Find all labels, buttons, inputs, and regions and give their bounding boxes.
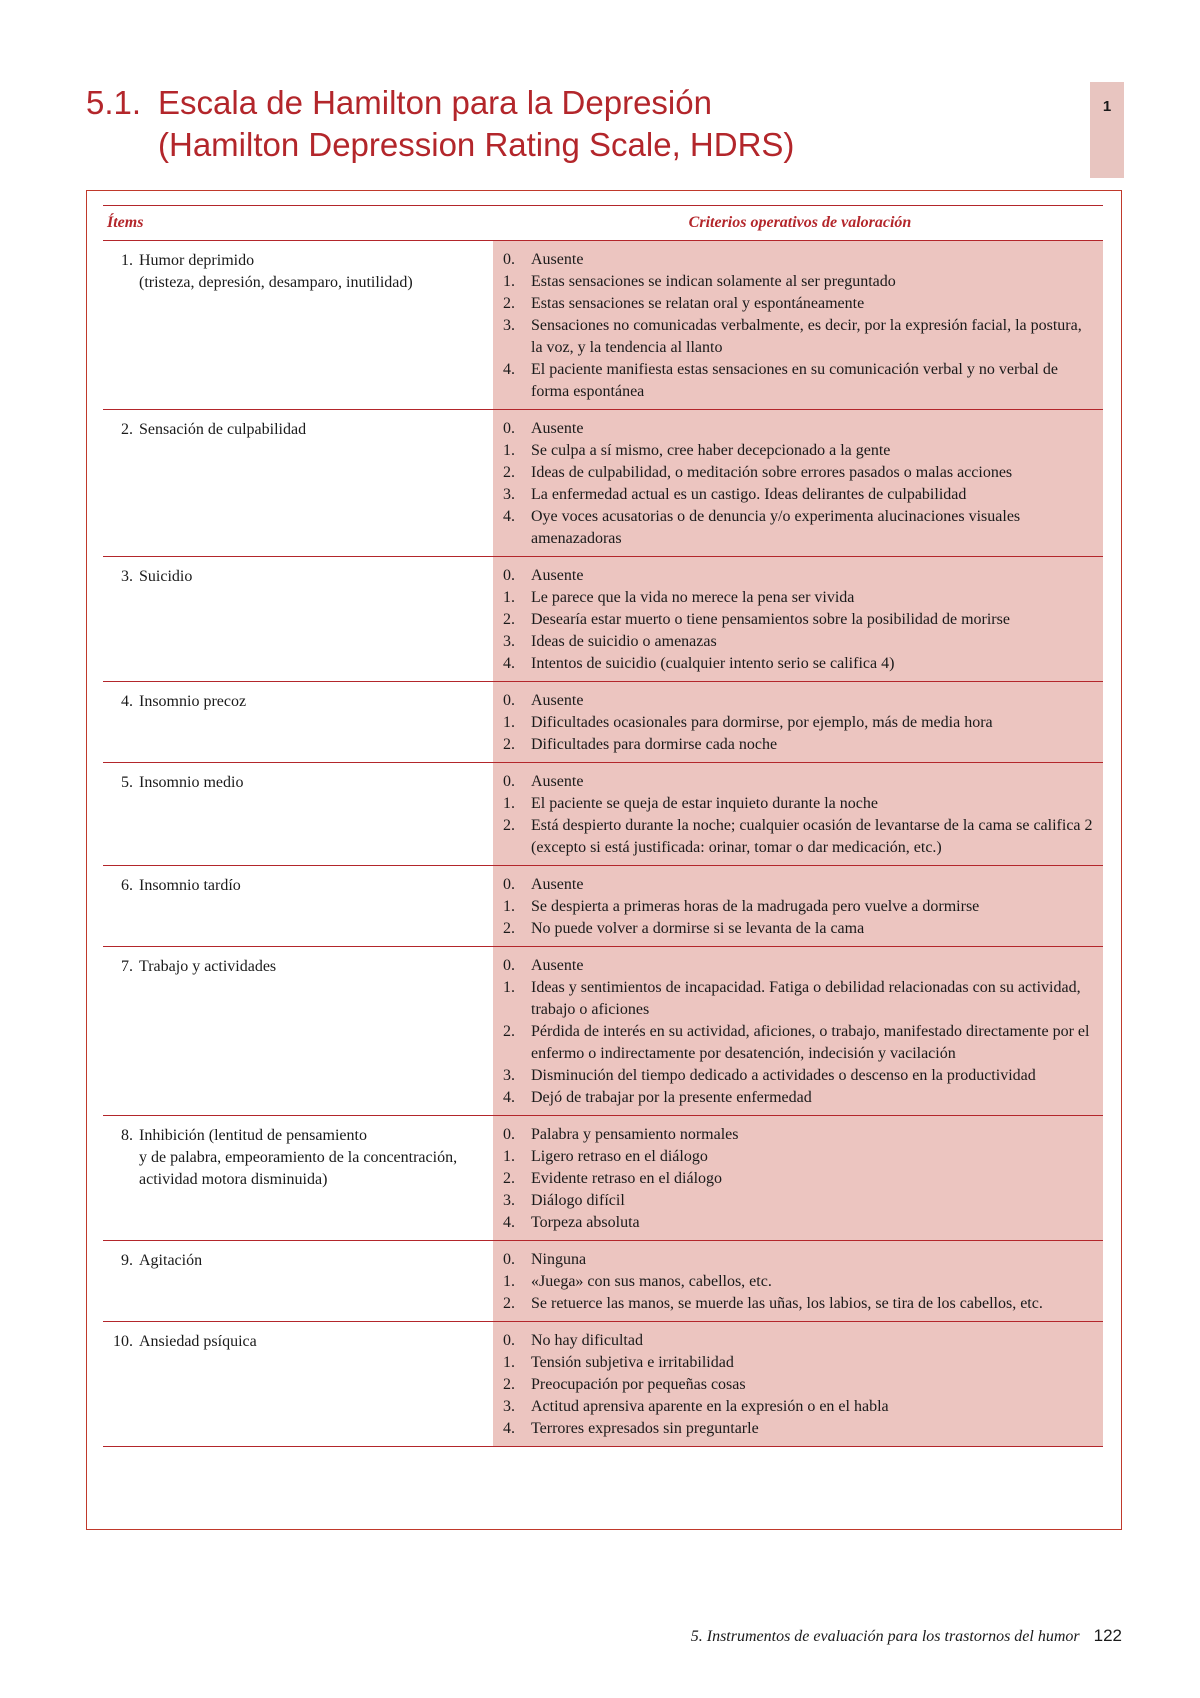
criterion [503,315,1097,359]
criterion-score: 2. [503,611,515,628]
criteria-cell [493,682,1103,762]
criterion-text: Ausente [531,692,584,709]
criterion-score: 4. [503,508,515,525]
item-number: 8. [121,1127,133,1144]
criterion-text: Ausente [531,773,584,790]
item-cell [103,1241,489,1321]
criterion-score: 0. [503,1251,515,1268]
criterion [503,1374,1097,1396]
criterion [503,506,1097,550]
table-row [103,682,1103,763]
criterion [503,1293,1097,1315]
criterion-text: No hay dificultad [531,1332,643,1349]
criterion [503,462,1097,484]
item-number: 3. [121,568,133,585]
criterion [503,1190,1097,1212]
item-label: Inhibición (lentitud de pensamiento [139,1127,367,1144]
criterion-text: Intentos de suicidio (cualquier intento serio se califica 4) [531,655,895,672]
criterion-text: «Juega» con sus manos, cabellos, etc. [531,1273,772,1290]
item-label: Humor deprimido [139,252,255,269]
criterion [503,609,1097,631]
criterion [503,874,1097,896]
criterion [503,690,1097,712]
criterion-text: Preocupación por pequeñas cosas [531,1376,746,1393]
criterion-score: 0. [503,957,515,974]
criterion-score: 0. [503,251,515,268]
criterion-text: El paciente se queja de estar inquieto durante la noche [531,795,878,812]
item-cell [103,557,489,681]
criterion-text: Tensión subjetiva e irritabilidad [531,1354,734,1371]
criterion-score: 1. [503,589,515,606]
criterion [503,587,1097,609]
page-number: 122 [1093,1626,1122,1645]
item-number: 5. [121,774,133,791]
criterion-text: Le parece que la vida no merece la pena ser vivida [531,589,855,606]
criterion-score: 0. [503,567,515,584]
criterion [503,653,1097,675]
criteria-cell [493,410,1103,556]
criterion [503,1087,1097,1109]
criterion-score: 3. [503,1398,515,1415]
criterion-score: 2. [503,1023,515,1040]
criterion-score: 1. [503,795,515,812]
page-footer [600,1626,1122,1646]
table-row [103,557,1103,682]
criterion-score: 4. [503,361,515,378]
criteria-cell [493,1241,1103,1321]
criterion-score: 1. [503,714,515,731]
criterion-score: 4. [503,1089,515,1106]
criterion-score: 0. [503,1332,515,1349]
criterion [503,1065,1097,1087]
item-cell [103,947,489,1115]
criterion [503,1330,1097,1352]
hdrs-table-frame [86,190,1122,1530]
criterion [503,440,1097,462]
criterion [503,955,1097,977]
item-label: Ansiedad psíquica [139,1333,257,1350]
header-criteria: Criterios operativos de valoración [688,214,912,231]
criterion-text: Dificultades ocasionales para dormirse, por ejemplo, más de media hora [531,714,993,731]
table-row [103,410,1103,557]
criterion [503,418,1097,440]
item-cell [103,410,489,556]
table-row [103,947,1103,1116]
criterion-score: 3. [503,1192,515,1209]
item-cell [103,866,489,946]
criterion-text: Ausente [531,420,584,437]
criterion-score: 2. [503,464,515,481]
criterion [503,977,1097,1021]
criterion [503,359,1097,403]
criterion [503,1146,1097,1168]
item-number: 4. [121,693,133,710]
criterion-score: 1. [503,979,515,996]
item-label: Suicidio [139,568,193,585]
criterion-score: 3. [503,317,515,334]
criterion-text: Pérdida de interés en su actividad, aficiones, o trabajo, manifestado directamente por el enfermo o indirectamente por desatención, indecisión y vacilación [531,1023,1090,1062]
criterion [503,1124,1097,1146]
criterion-text: Desearía estar muerto o tiene pensamientos sobre la posibilidad de morirse [531,611,1010,628]
item-description: y de palabra, empeoramiento de la concentración, actividad motora disminuida) [139,1149,458,1188]
section-number: 5.1. [86,84,142,121]
criterion-score: 0. [503,773,515,790]
criteria-cell [493,947,1103,1115]
table-row [103,1116,1103,1241]
criterion-text: No puede volver a dormirse si se levanta de la cama [531,920,865,937]
criterion [503,918,1097,940]
criterion-score: 4. [503,1214,515,1231]
table-row [103,866,1103,947]
item-cell [103,1322,489,1446]
criterion-score: 4. [503,1420,515,1437]
criteria-cell [493,241,1103,409]
criterion-text: Ausente [531,957,584,974]
criterion [503,271,1097,293]
criterion-score: 2. [503,1170,515,1187]
criterion [503,565,1097,587]
criterion-score: 1. [503,273,515,290]
criterion-text: Ideas de culpabilidad, o meditación sobre errores pasados o malas acciones [531,464,1013,481]
criterion [503,293,1097,315]
criterion-score: 0. [503,876,515,893]
criterion-text: Palabra y pensamiento normales [531,1126,739,1143]
criterion-score: 2. [503,1376,515,1393]
criterion-text: Evidente retraso en el diálogo [531,1170,723,1187]
criterion-text: Se culpa a sí mismo, cree haber decepcionado a la gente [531,442,891,459]
criterion [503,896,1097,918]
criterion [503,1168,1097,1190]
criterion-text: Se despierta a primeras horas de la madrugada pero vuelve a dormirse [531,898,980,915]
criterion-score: 4. [503,655,515,672]
page-title [86,82,1066,166]
criterion-text: Ideas y sentimientos de incapacidad. Fatiga o debilidad relacionadas con su actividad, trabajo o aficiones [531,979,1081,1018]
criterion [503,484,1097,506]
criteria-cell [493,557,1103,681]
criterion-score: 2. [503,1295,515,1312]
table-row [103,1322,1103,1447]
criterion [503,1021,1097,1065]
item-description: (tristeza, depresión, desamparo, inutilidad) [139,274,413,291]
criterion-score: 3. [503,633,515,650]
item-cell [103,682,489,762]
criterion-text: Torpeza absoluta [531,1214,640,1231]
criterion-score: 2. [503,920,515,937]
criterion-score: 1. [503,898,515,915]
criterion [503,793,1097,815]
title-line-2: (Hamilton Depression Rating Scale, HDRS) [158,126,795,163]
table-body [103,241,1103,1447]
chapter-tab [1090,82,1124,178]
criteria-cell [493,763,1103,865]
criterion-text: Estas sensaciones se relatan oral y espontáneamente [531,295,865,312]
criterion-score: 1. [503,1354,515,1371]
item-number: 7. [121,958,133,975]
chapter-number: 1 [1102,98,1112,115]
criteria-cell [493,1116,1103,1240]
criterion-score: 0. [503,420,515,437]
criterion-text: La enfermedad actual es un castigo. Ideas delirantes de culpabilidad [531,486,967,503]
item-cell [103,763,489,865]
criterion-text: Oye voces acusatorias o de denuncia y/o experimenta alucinaciones visuales amenazadoras [531,508,1021,547]
table-row [103,1241,1103,1322]
criterion-text: Dejó de trabajar por la presente enfermedad [531,1089,812,1106]
item-number: 1. [121,252,133,269]
criterion [503,631,1097,653]
criterion-text: Se retuerce las manos, se muerde las uñas, los labios, se tira de los cabellos, etc. [531,1295,1043,1312]
item-label: Trabajo y actividades [139,958,277,975]
criterion-text: Terrores expresados sin preguntarle [531,1420,759,1437]
criterion-text: Está despierto durante la noche; cualquier ocasión de levantarse de la cama se califica 2 (excepto si está justificada: orinar, tomar o dar medicación, etc.) [531,817,1093,856]
item-number: 10. [113,1333,133,1350]
criterion-score: 3. [503,486,515,503]
criterion [503,1352,1097,1374]
header-items: Ítems [107,214,144,231]
criterion [503,771,1097,793]
criterion-text: Ausente [531,567,584,584]
item-label: Insomnio tardío [139,877,241,894]
table-header [103,205,1103,241]
criterion-score: 3. [503,1067,515,1084]
criterion-score: 2. [503,295,515,312]
criterion-score: 1. [503,1148,515,1165]
criterion [503,734,1097,756]
criterion [503,1249,1097,1271]
criterion [503,249,1097,271]
criterion-text: Ausente [531,251,584,268]
item-label: Sensación de culpabilidad [139,421,307,438]
criterion-text: Ideas de suicidio o amenazas [531,633,717,650]
criterion-score: 0. [503,692,515,709]
table-row [103,241,1103,410]
item-number: 9. [121,1252,133,1269]
criteria-cell [493,866,1103,946]
item-number: 6. [121,877,133,894]
criteria-cell [493,1322,1103,1446]
criterion [503,712,1097,734]
item-cell [103,241,489,409]
criterion-text: Diálogo difícil [531,1192,625,1209]
criterion-text: Actitud aprensiva aparente en la expresión o en el habla [531,1398,889,1415]
criterion-score: 1. [503,1273,515,1290]
item-label: Insomnio precoz [139,693,247,710]
criterion-score: 1. [503,442,515,459]
criterion-text: El paciente manifiesta estas sensaciones en su comunicación verbal y no verbal de forma espontánea [531,361,1058,400]
criterion-text: Estas sensaciones se indican solamente al ser preguntado [531,273,896,290]
criterion-text: Ninguna [531,1251,587,1268]
footer-chapter-title: 5. Instrumentos de evaluación para los trastornos del humor [690,1628,1080,1645]
criterion [503,1396,1097,1418]
item-label: Insomnio medio [139,774,244,791]
criterion [503,1418,1097,1440]
criterion-text: Ligero retraso en el diálogo [531,1148,708,1165]
item-number: 2. [121,421,133,438]
criterion-score: 2. [503,817,515,834]
criterion [503,815,1097,859]
item-cell [103,1116,489,1240]
criterion-score: 0. [503,1126,515,1143]
title-line-1: Escala de Hamilton para la Depresión [158,84,712,121]
criterion [503,1271,1097,1293]
criterion-text: Sensaciones no comunicadas verbalmente, es decir, por la expresión facial, la postura, la voz, y la tendencia al llanto [531,317,1082,356]
hdrs-table [103,205,1103,1447]
table-row [103,763,1103,866]
criterion-score: 2. [503,736,515,753]
item-label: Agitación [139,1252,203,1269]
criterion-text: Disminución del tiempo dedicado a actividades o descenso en la productividad [531,1067,1036,1084]
criterion-text: Dificultades para dormirse cada noche [531,736,778,753]
criterion [503,1212,1097,1234]
criterion-text: Ausente [531,876,584,893]
